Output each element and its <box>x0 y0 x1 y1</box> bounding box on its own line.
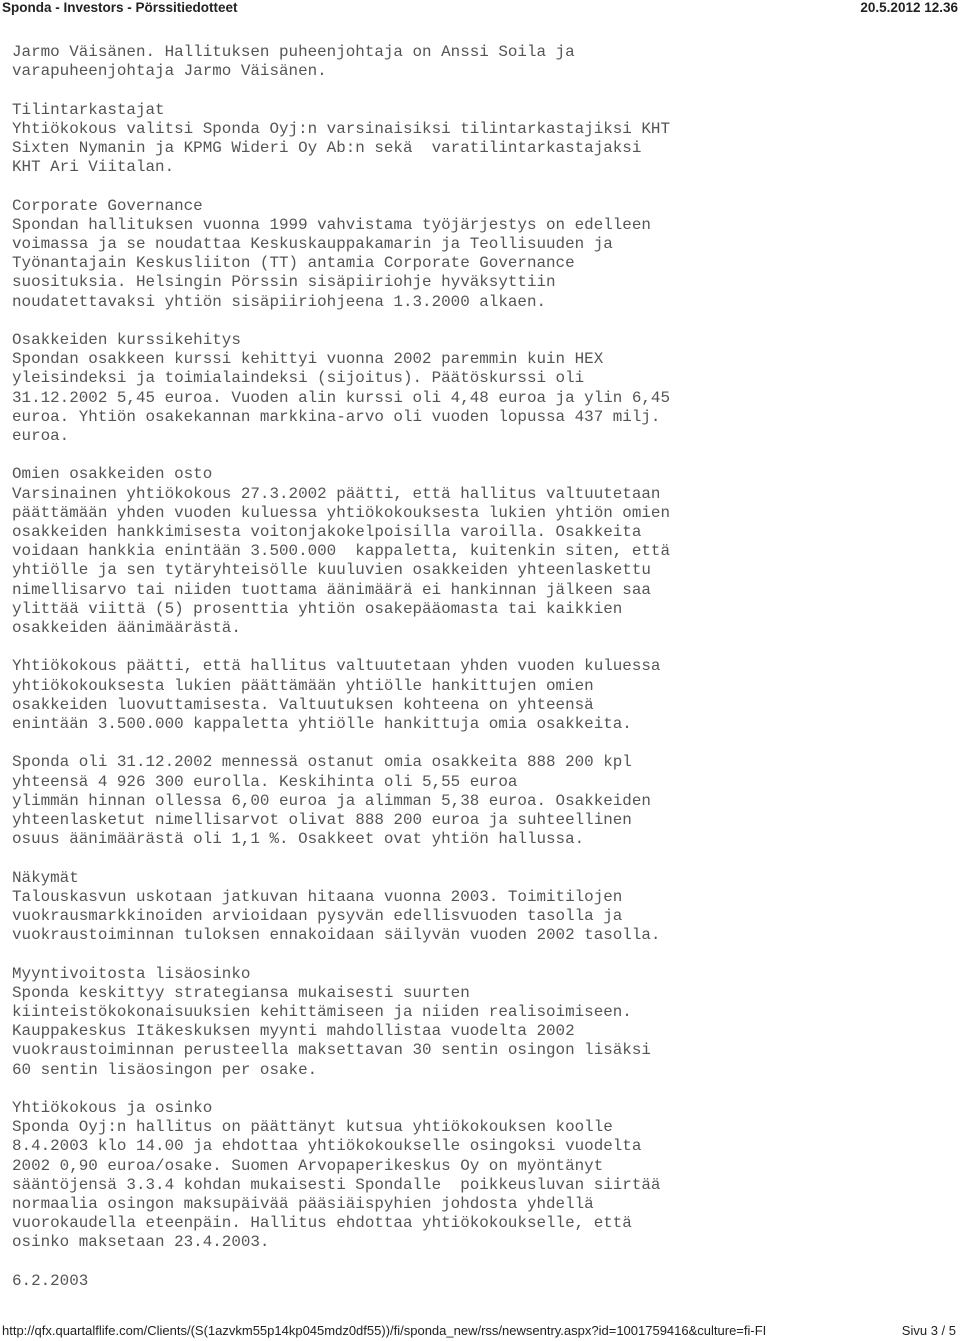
paragraph <box>12 657 952 734</box>
page-footer <box>0 1322 960 1341</box>
paragraph <box>12 197 952 312</box>
document-body <box>12 43 952 1310</box>
paragraph <box>12 101 952 178</box>
paragraph <box>12 43 952 81</box>
text-line: 2002 0,90 euroa/osake. Suomen Arvopaperikeskus Oy on myöntänyt <box>12 1156 604 1175</box>
text-line: Yhtiökokous valitsi Sponda Oyj:n varsinaisiksi tilintarkastajiksi KHT <box>12 119 670 138</box>
text-line: Yhtiökokous ja osinko <box>12 1099 213 1118</box>
text-line: Spondan osakkeen kurssi kehittyi vuonna 2002 paremmin kuin HEX <box>12 350 604 369</box>
text-line: osakkeiden hankkimisesta voitonjakokelpoisilla varoilla. Osakkeita <box>12 523 642 542</box>
text-line: Talouskasvun uskotaan jatkuvan hitaana vuonna 2003. Toimitilojen <box>12 887 623 906</box>
text-line: noudatettavaksi yhtiön sisäpiiriohjeena 1.3.2000 alkaen. <box>12 292 547 311</box>
text-line: voimassa ja se noudattaa Keskuskauppakamarin ja Teollisuuden ja <box>12 235 613 253</box>
paragraph <box>12 869 952 946</box>
text-line: Corporate Governance <box>12 196 203 215</box>
text-line: yleisindeksi ja toimialaindeksi (sijoitus). Päätöskurssi oli <box>12 369 585 388</box>
page-title: Sponda - Investors - Pörssitiedotteet <box>2 0 238 15</box>
text-line: varapuheenjohtaja Jarmo Väisänen. <box>12 62 327 81</box>
text-line: Omien osakkeiden osto <box>12 465 213 484</box>
text-line: sääntöjensä 3.3.4 kohdan mukaisesti Spondalle poikkeusluvan siirtää <box>12 1175 661 1194</box>
paragraph <box>12 465 952 638</box>
text-line: Sponda oli 31.12.2002 mennessä ostanut omia osakkeita 888 200 kpl <box>12 753 632 772</box>
text-line: ylimmän hinnan ollessa 6,00 euroa ja alimman 5,38 euroa. Osakkeiden <box>12 791 651 810</box>
text-line: Myyntivoitosta lisäosinko <box>12 964 251 983</box>
text-line: euroa. Yhtiön osakekannan markkina-arvo oli vuoden lopussa 437 milj. <box>12 407 661 426</box>
page-number: Sivu 3 / 5 <box>901 1323 956 1338</box>
text-line: Kauppakeskus Itäkeskuksen myynti mahdollistaa vuodelta 2002 <box>12 1022 575 1041</box>
text-line: vuorokaudella eteenpäin. Hallitus ehdottaa yhtiökokoukselle, että <box>12 1214 632 1233</box>
text-line: 6.2.2003 <box>12 1271 89 1290</box>
text-line: euroa. <box>12 427 70 446</box>
text-line: osinko maksetaan 23.4.2003. <box>12 1233 270 1252</box>
paragraph <box>12 331 952 446</box>
paragraph <box>12 1272 952 1291</box>
text-line: Spondan hallituksen vuonna 1999 vahvistama työjärjestys on edelleen <box>12 215 651 234</box>
text-line: yhtiökokouksesta lukien päättämään yhtiölle hankittujen omien <box>12 676 594 695</box>
text-line: yhteensä 4 926 300 eurolla. Keskihinta oli 5,55 euroa <box>12 772 518 791</box>
text-line: Osakkeiden kurssikehitys <box>12 331 241 349</box>
text-line: yhteenlasketut nimellisarvot olivat 888 200 euroa ja suhteellinen <box>12 811 632 830</box>
text-line: osakkeiden äänimäärästä. <box>12 619 241 638</box>
text-line: vuokraustoiminnan tuloksen ennakoidaan säilyvän vuoden 2002 tasolla. <box>12 926 661 945</box>
text-line: osuus äänimäärästä oli 1,1 %. Osakkeet ovat yhtiön hallussa. <box>12 830 585 849</box>
text-line: 60 sentin lisäosingon per osake. <box>12 1060 318 1079</box>
text-line: Sponda keskittyy strategiansa mukaisesti suurten <box>12 983 470 1002</box>
text-line: 31.12.2002 5,45 euroa. Vuoden alin kurssi oli 4,48 euroa ja ylin 6,45 <box>12 388 670 407</box>
text-line: Tilintarkastajat <box>12 100 165 119</box>
text-line: vuokrausmarkkinoiden arvioidaan pysyvän edellisvuoden tasolla ja <box>12 907 623 926</box>
text-line: osakkeiden luovuttamisesta. Valtuutuksen kohteena on yhteensä <box>12 695 594 714</box>
text-line: nimellisarvo tai niiden tuottama äänimäärä ei hankinnan jälkeen saa <box>12 580 651 599</box>
paragraph <box>12 1099 952 1253</box>
text-line: suosituksia. Helsingin Pörssin sisäpiiriohje hyväksyttiin <box>12 273 556 292</box>
text-line: Työnantajain Keskusliiton (TT) antamia Corporate Governance <box>12 254 575 273</box>
text-line: normaalia osingon maksupäivää pääsiäispyhien johdosta yhdellä <box>12 1195 594 1214</box>
text-line: Jarmo Väisänen. Hallituksen puheenjohtaja on Anssi Soila ja <box>12 43 575 61</box>
text-line: kiinteistökokonaisuuksien kehittämiseen ja niiden realisoimiseen. <box>12 1003 632 1022</box>
text-line: 8.4.2003 klo 14.00 ja ehdottaa yhtiökokoukselle osingoksi vuodelta <box>12 1137 642 1156</box>
text-line: yhtiölle ja sen tytäryhteisölle kuuluvien osakkeiden yhteenlaskettu <box>12 561 651 580</box>
text-line: Yhtiökokous päätti, että hallitus valtuutetaan yhden vuoden kuluessa <box>12 657 661 676</box>
text-line: Sponda Oyj:n hallitus on päättänyt kutsua yhtiökokouksen koolle <box>12 1118 613 1137</box>
paragraph <box>12 753 952 849</box>
text-line: ylittää viittä (5) prosenttia yhtiön osakepääomasta tai kaikkien <box>12 599 623 618</box>
text-line: enintään 3.500.000 kappaletta yhtiölle hankittuja omia osakkeita. <box>12 715 632 734</box>
text-line: KHT Ari Viitalan. <box>12 158 175 177</box>
text-line: Varsinainen yhtiökokous 27.3.2002 päätti, että hallitus valtuutetaan <box>12 484 661 503</box>
text-line: voidaan hankkia enintään 3.500.000 kappaletta, kuitenkin siten, että <box>12 542 670 561</box>
paragraph <box>12 965 952 1080</box>
text-line: vuokraustoiminnan perusteella maksettavan 30 sentin osingon lisäksi <box>12 1041 651 1060</box>
text-line: Sixten Nymanin ja KPMG Wideri Oy Ab:n sekä varatilintarkastajaksi <box>12 139 642 157</box>
page-header <box>0 0 960 22</box>
source-url: http://qfx.quartalflife.com/Clients/(S(1azvkm55p14kp045mdz0df55))/fi/sponda_new/rss/newsentry.aspx?id=1001759416&culture=fi-FI <box>2 1323 767 1338</box>
text-line: Näkymät <box>12 868 79 887</box>
print-date: 20.5.2012 12.36 <box>860 0 958 15</box>
text-line: päättämään yhden vuoden kuluessa yhtiökokouksesta lukien yhtiön omien <box>12 503 670 522</box>
